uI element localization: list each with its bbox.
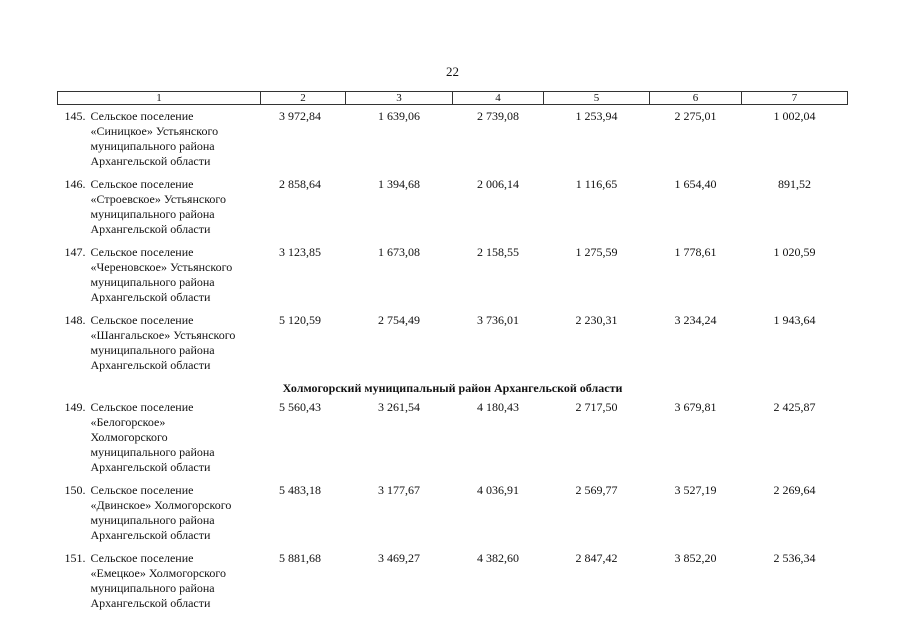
column-header-1: 1 bbox=[58, 92, 261, 105]
column-header-2: 2 bbox=[261, 92, 346, 105]
value-cell: 1 002,04 bbox=[773, 109, 816, 123]
row-number: 150. bbox=[64, 483, 86, 497]
value-cell: 1 020,59 bbox=[773, 245, 816, 259]
table-row bbox=[58, 105, 848, 174]
settlement-name: Сельское поселение «Емецкое» Холмогорского муниципального района Архангельской области bbox=[90, 551, 226, 610]
column-header-4: 4 bbox=[453, 92, 544, 105]
value-cell: 3 852,20 bbox=[674, 551, 717, 565]
value-cell: 5 483,18 bbox=[279, 483, 321, 497]
value-cell: 891,52 bbox=[778, 177, 811, 191]
value-cell: 5 560,43 bbox=[279, 400, 321, 414]
settlement-cell bbox=[58, 241, 261, 309]
value-cell: 3 261,54 bbox=[378, 400, 420, 414]
value-cell: 1 253,94 bbox=[575, 109, 618, 123]
value-cell: 1 639,06 bbox=[378, 109, 420, 123]
value-cell: 3 234,24 bbox=[674, 313, 717, 327]
value-cell: 4 382,60 bbox=[477, 551, 519, 565]
value-cell: 1 943,64 bbox=[773, 313, 816, 327]
column-header-6: 6 bbox=[650, 92, 742, 105]
table-row bbox=[58, 547, 848, 615]
row-number: 147. bbox=[64, 245, 86, 259]
value-cell: 3 736,01 bbox=[477, 313, 519, 327]
column-header-5: 5 bbox=[544, 92, 650, 105]
column-header-3: 3 bbox=[346, 92, 453, 105]
row-number: 146. bbox=[64, 177, 86, 191]
value-cell: 1 673,08 bbox=[378, 245, 420, 259]
row-number: 151. bbox=[64, 551, 86, 565]
value-cell: 1 394,68 bbox=[378, 177, 420, 191]
section-heading: Холмогорский муниципальный район Архангельской области bbox=[282, 381, 623, 395]
settlement-cell bbox=[58, 396, 261, 479]
column-header-7: 7 bbox=[742, 92, 848, 105]
settlement-name: Сельское поселение «Двинское» Холмогорского муниципального района Архангельской области bbox=[90, 483, 232, 542]
row-number: 149. bbox=[64, 400, 86, 414]
value-cell: 2 739,08 bbox=[477, 109, 519, 123]
row-number: 145. bbox=[64, 109, 86, 123]
value-cell: 3 972,84 bbox=[279, 109, 321, 123]
settlement-name: Сельское поселение «Череновское» Устьянского муниципального района Архангельской области bbox=[90, 245, 233, 304]
value-cell: 2 269,64 bbox=[773, 483, 816, 497]
value-cell: 2 847,42 bbox=[575, 551, 618, 565]
value-cell: 1 116,65 bbox=[575, 177, 618, 191]
page-number: 22 bbox=[446, 64, 459, 79]
value-cell: 5 881,68 bbox=[279, 551, 321, 565]
value-cell: 3 469,27 bbox=[378, 551, 420, 565]
settlement-cell bbox=[58, 173, 261, 241]
table-row bbox=[58, 241, 848, 309]
table-row bbox=[58, 396, 848, 479]
value-cell: 2 754,49 bbox=[378, 313, 420, 327]
value-cell: 1 654,40 bbox=[674, 177, 717, 191]
value-cell: 3 177,67 bbox=[378, 483, 420, 497]
settlement-name: Сельское поселение «Белогорское» Холмогорского муниципального района Архангельской области bbox=[90, 400, 215, 474]
section-heading-row bbox=[58, 377, 848, 396]
value-cell: 1 275,59 bbox=[575, 245, 618, 259]
value-cell: 2 536,34 bbox=[773, 551, 816, 565]
column-number-header bbox=[58, 92, 848, 105]
value-cell: 5 120,59 bbox=[279, 313, 321, 327]
settlement-cell bbox=[58, 105, 261, 174]
settlement-name: Сельское поселение «Синицкое» Устьянского муниципального района Архангельской области bbox=[90, 109, 219, 168]
value-cell: 2 158,55 bbox=[477, 245, 519, 259]
settlement-cell bbox=[58, 547, 261, 615]
value-cell: 2 569,77 bbox=[575, 483, 618, 497]
table-row bbox=[58, 479, 848, 547]
table-row bbox=[58, 309, 848, 377]
value-cell: 2 858,64 bbox=[279, 177, 321, 191]
value-cell: 2 425,87 bbox=[773, 400, 816, 414]
value-cell: 2 275,01 bbox=[674, 109, 717, 123]
value-cell: 1 778,61 bbox=[674, 245, 717, 259]
settlement-cell bbox=[58, 309, 261, 377]
value-cell: 2 230,31 bbox=[575, 313, 618, 327]
value-cell: 2 717,50 bbox=[575, 400, 618, 414]
value-cell: 3 679,81 bbox=[674, 400, 717, 414]
settlement-name: Сельское поселение «Шангальское» Устьянского муниципального района Архангельской области bbox=[90, 313, 236, 372]
value-cell: 4 180,43 bbox=[477, 400, 519, 414]
data-table bbox=[57, 91, 848, 615]
value-cell: 3 123,85 bbox=[279, 245, 321, 259]
row-number: 148. bbox=[64, 313, 86, 327]
value-cell: 3 527,19 bbox=[674, 483, 717, 497]
settlement-name: Сельское поселение «Строевское» Устьянского муниципального района Архангельской области bbox=[90, 177, 227, 236]
value-cell: 2 006,14 bbox=[477, 177, 519, 191]
table-row bbox=[58, 173, 848, 241]
value-cell: 4 036,91 bbox=[477, 483, 519, 497]
settlement-cell bbox=[58, 479, 261, 547]
